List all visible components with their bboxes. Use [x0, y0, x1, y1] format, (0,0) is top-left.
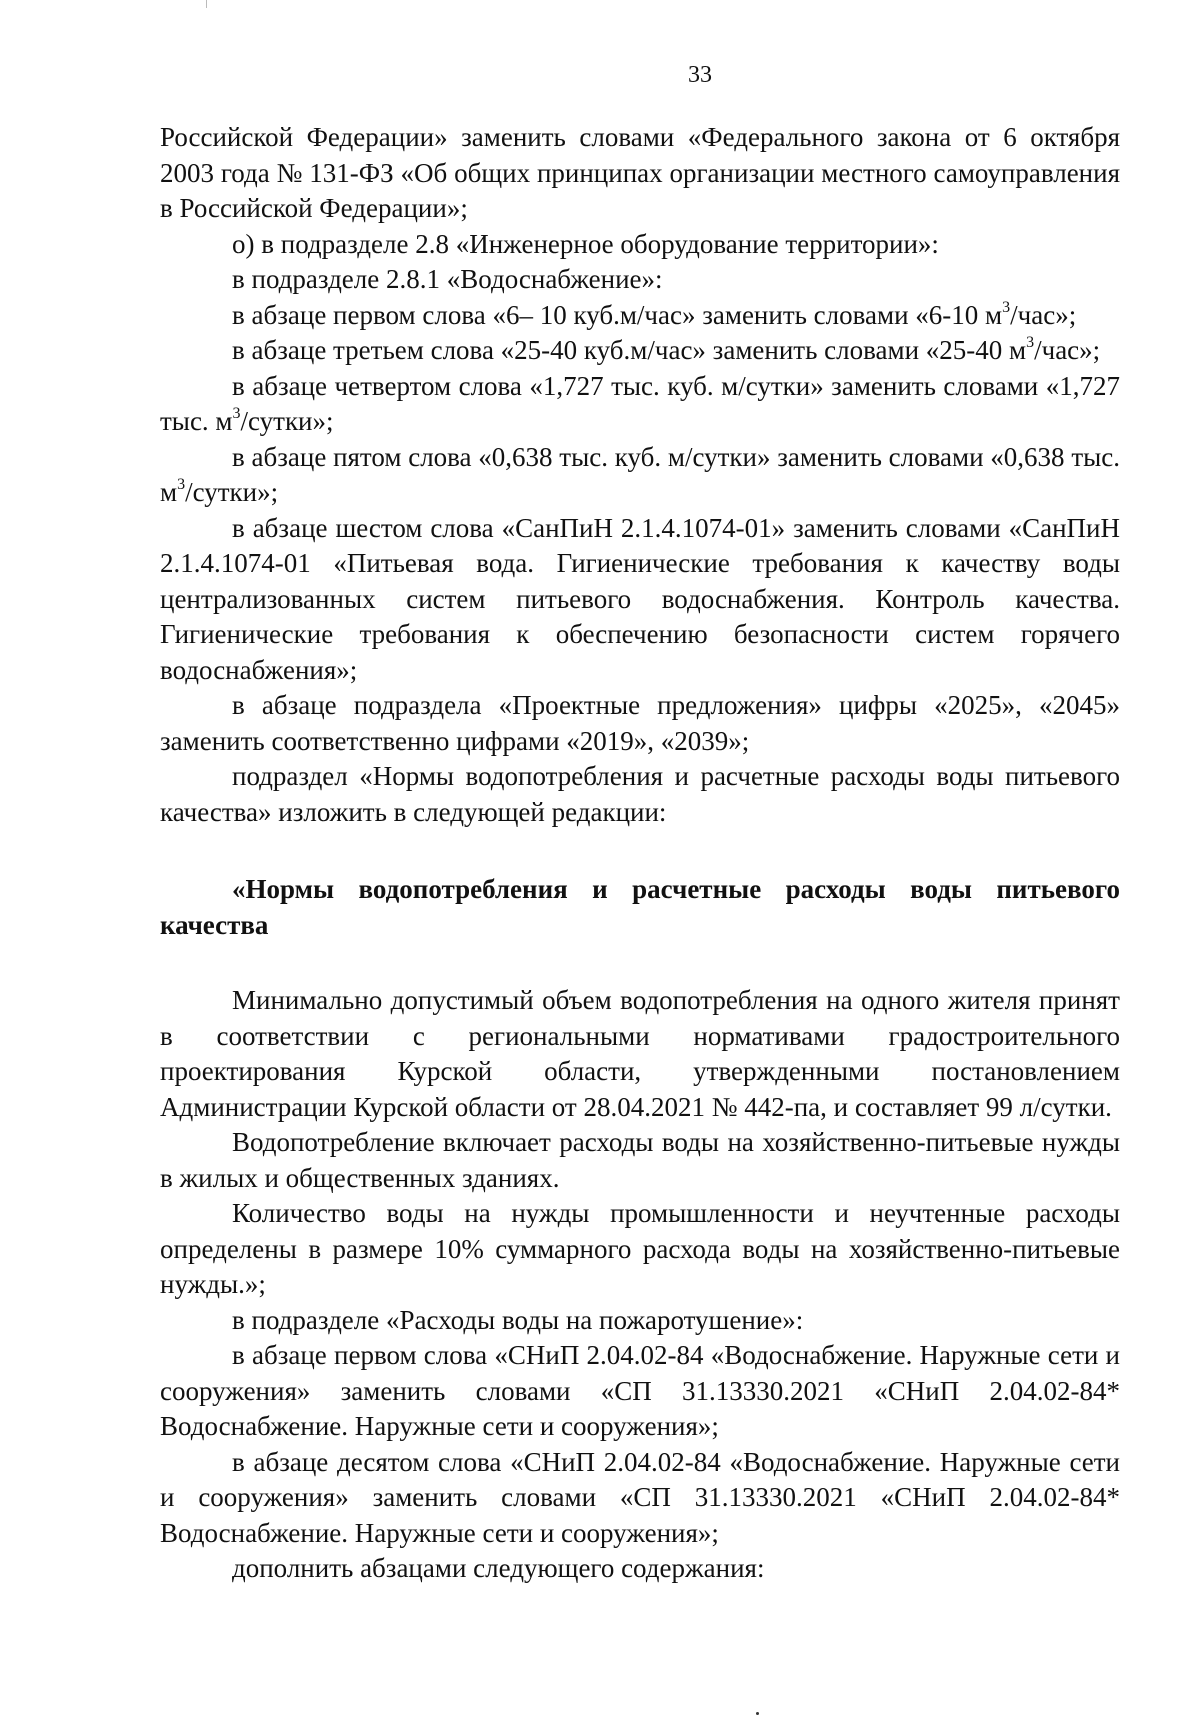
text: в абзаце первом слова «6– 10 куб.м/час» заменить словами «6-10 м — [232, 299, 1003, 330]
paragraph-supplement: дополнить абзацами следующего содержания: — [232, 1553, 765, 1583]
superscript: 3 — [1002, 298, 1011, 316]
paragraph-fourth-abzac — [160, 369, 1120, 440]
paragraph-min-consumption: Минимально допустимый объем водопотребления на одного жителя принят в соответствии с региональными нормативами градостроительного проектирования Курской области, утвержденными постановлением Администрации Курской области от 28.04.2021 № 442-па, и составляет 99 л/сутки. — [160, 985, 1120, 1122]
paragraph-sixth-abzac: в абзаце шестом слова «СанПиН 2.1.4.1074-01» заменить словами «СанПиН 2.1.4.1074-01 «Питьевая вода. Гигиенические требования к качеству воды централизованных систем питьевого водоснабжения. Контроль качества. Гигиенические требования к обеспечению безопасности систем горячего водоснабжения»; — [160, 512, 1120, 685]
page-number: 33 — [688, 62, 712, 88]
paragraph-fire-subsection: в подразделе «Расходы воды на пожаротушение»: — [232, 1304, 804, 1335]
text: /сутки»; — [185, 477, 279, 507]
section-heading: «Нормы водопотребления и расчетные расходы воды питьевого качества — [160, 874, 1120, 940]
scan-mark — [206, 0, 207, 8]
text: /час»; — [1010, 299, 1077, 330]
paragraph-new-edition: подраздел «Нормы водопотребления и расчетные расходы воды питьевого качества» изложить в следующей редакции: — [160, 761, 1120, 827]
text: /сутки»; — [240, 406, 334, 436]
text: в абзаце пятом слова «0,638 тыс. куб. м/сутки» заменить словами «0,638 тыс. м — [160, 441, 1120, 507]
paragraph-subsection-2-8-1: в подразделе 2.8.1 «Водоснабжение»: — [232, 264, 663, 294]
superscript: 3 — [177, 476, 186, 493]
paragraph-subsection-o: о) в подразделе 2.8 «Инженерное оборудование территории»: — [232, 228, 939, 259]
paragraph-first-abzac — [160, 298, 1120, 334]
paragraph-project-proposals: в абзаце подраздела «Проектные предложения» цифры «2025», «2045» заменить соответственно цифрами «2019», «2039»; — [160, 690, 1120, 756]
paragraph-fire-tenth-abzac: в абзаце десятом слова «СНиП 2.04.02-84 «Водоснабжение. Наружные сети и сооружения» заменить словами «СП 31.13330.2021 «СНиП 2.04.02-84* Водоснабжение. Наружные сети и сооружения»; — [160, 1446, 1120, 1548]
paragraph-industry-needs: Количество воды на нужды промышленности и неучтенные расходы определены в размере 10% суммарного расхода воды на хозяйственно-питьевые нужды.»; — [160, 1198, 1120, 1299]
scan-dot — [756, 1712, 759, 1715]
paragraph-fire-first-abzac: в абзаце первом слова «СНиП 2.04.02-84 «Водоснабжение. Наружные сети и сооружения» заменить словами «СП 31.13330.2021 «СНиП 2.04.02-84* Водоснабжение. Наружные сети и сооружения»; — [160, 1340, 1120, 1441]
paragraph-third-abzac — [160, 333, 1120, 369]
superscript: 3 — [1026, 334, 1035, 351]
text: в абзаце третьем слова «25-40 куб.м/час» заменить словами «25-40 м — [232, 335, 1027, 365]
paragraph-fifth-abzac — [160, 440, 1120, 511]
paragraph-consumption-includes: Водопотребление включает расходы воды на хозяйственно-питьевые нужды в жилых и общественных зданиях. — [160, 1127, 1120, 1193]
superscript: 3 — [232, 405, 241, 422]
text: /час»; — [1034, 335, 1101, 365]
paragraph-continuation: Российской Федерации» заменить словами «Федерального закона от 6 октября 2003 года № 131-ФЗ «Об общих принципах организации местного самоуправления в Российской Федерации»; — [160, 122, 1120, 223]
text: в абзаце четвертом слова «1,727 тыс. куб. м/сутки» заменить словами «1,727 тыс. м — [160, 370, 1120, 436]
